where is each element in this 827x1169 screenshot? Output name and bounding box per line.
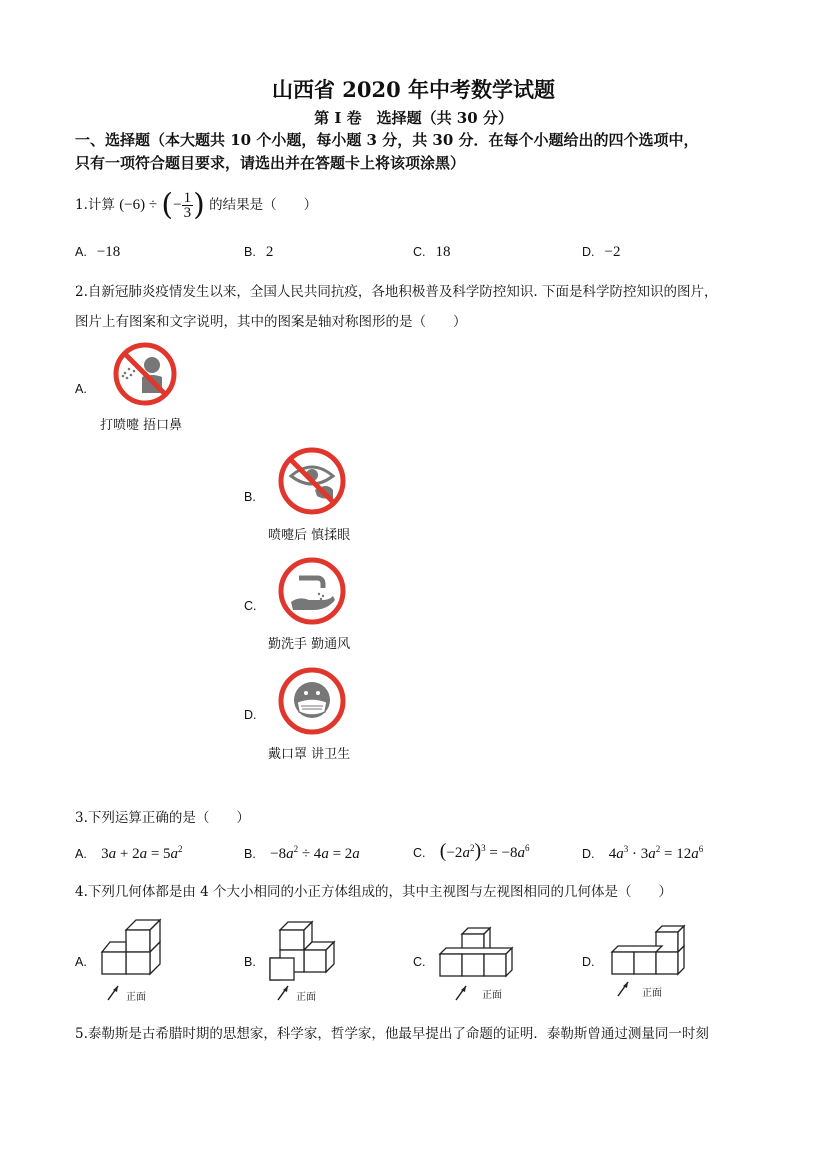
q1-prefix: 1.计算 — [75, 197, 115, 213]
section-subtitle: 第 I 卷 选择题（共 30 分） — [314, 109, 513, 127]
question-4-stem: 4.下列几何体都是由 4 个大小相同的小正方体组成的，其中主视图与左视图相同的几何体是（ ） — [75, 884, 673, 900]
q4-option-a-label[interactable]: A. — [75, 955, 87, 969]
q2-option-a-caption: 打喷嚏 捂口鼻 — [100, 418, 183, 433]
q4-option-c-label[interactable]: C. — [413, 955, 426, 969]
q2-option-d-caption: 戴口罩 讲卫生 — [268, 747, 351, 762]
q3-option-d[interactable]: D. $4a^3 \cdot 3a^2 = 12a^6$ — [582, 844, 704, 862]
q4-option-b-label[interactable]: B. — [244, 955, 256, 969]
q3-option-a-expr: $3a + 2a = 5a^2$ — [101, 844, 183, 862]
q4-option-d-label[interactable]: D. — [582, 955, 595, 969]
q1-frac-denominator: 3 — [183, 205, 192, 221]
q1-minus: − — [173, 197, 182, 213]
q3-option-b-expr: $-8a^2 \div 4a = 2a$ — [270, 844, 360, 862]
no-sneeze-icon — [112, 341, 178, 407]
wash-hands-icon — [277, 556, 347, 626]
question-5-stem: 5.泰勒斯是古希腊时期的思想家，科学家，哲学家，他最早提出了命题的证明．泰勒斯曾通过测量同一时刻 — [75, 1026, 709, 1042]
q4-solid-c-figure — [436, 924, 516, 1004]
q3-option-c-expr: $(-2a^2)^3 = -8a^6$ — [439, 840, 530, 862]
q2-option-d-label[interactable]: D. — [244, 708, 257, 722]
question-3-stem: 3.下列运算正确的是（ ） — [75, 810, 250, 826]
q1-option-a[interactable]: A. −18 — [75, 244, 121, 260]
q1-frac-numerator: 1 — [183, 190, 192, 206]
q1-option-b[interactable]: B. 2 — [244, 244, 274, 260]
q1-expr-a: (−6) ÷ — [119, 197, 158, 213]
q3-option-c[interactable]: C. $(-2a^2)^3 = -8a^6$ — [413, 840, 530, 862]
q2-option-a-label[interactable]: A. — [75, 382, 87, 396]
q2-option-c-caption: 勤洗手 勤通风 — [268, 637, 351, 652]
q4-d-front-label: 正面 — [642, 988, 662, 999]
q2-option-b-label[interactable]: B. — [244, 490, 256, 504]
section-instructions — [75, 129, 699, 175]
q1-right-paren: ) — [193, 187, 205, 223]
q2-option-c-label[interactable]: C. — [244, 599, 257, 613]
q4-c-front-label: 正面 — [482, 990, 502, 1001]
question-2-stem — [75, 277, 717, 337]
q4-b-front-label: 正面 — [296, 992, 316, 1003]
q1-suffix: 的结果是（ ） — [209, 197, 318, 213]
instructions-line-1: 一、选择题（本大题共 10 个小题，每小题 3 分，共 30 分．在每个小题给出的四个选项中， — [75, 131, 699, 149]
q2-line-1: 2.自新冠肺炎疫情发生以来，全国人民共同抗疫，各地积极普及科学防控知识. 下面是科学防控知识的图片， — [75, 284, 718, 300]
wear-mask-icon — [277, 666, 347, 736]
instructions-line-2: 只有一项符合题目要求，请选出并在答题卡上将该项涂黑） — [75, 154, 466, 172]
q1-fraction — [182, 191, 194, 220]
q2-option-b-caption: 喷嚏后 慎揉眼 — [268, 528, 351, 543]
q3-option-d-expr: $4a^3 \cdot 3a^2 = 12a^6$ — [608, 844, 704, 862]
q3-option-b[interactable]: B. $-8a^2 \div 4a = 2a$ — [244, 844, 360, 862]
no-rub-eye-icon — [277, 446, 347, 516]
q1-option-d[interactable]: D. −2 — [582, 244, 621, 260]
question-1-stem — [75, 188, 317, 223]
q3-option-a[interactable]: A. $3a + 2a = 5a^2$ — [75, 844, 183, 862]
page-title: 山西省 2020 年中考数学试题 — [271, 77, 556, 102]
q1-option-c[interactable]: C. 18 — [413, 244, 451, 260]
q2-line-2: 图片上有图案和文字说明，其中的图案是轴对称图形的是（ ） — [75, 314, 467, 330]
q4-a-front-label: 正面 — [126, 992, 146, 1003]
q1-left-paren: ( — [161, 187, 174, 223]
